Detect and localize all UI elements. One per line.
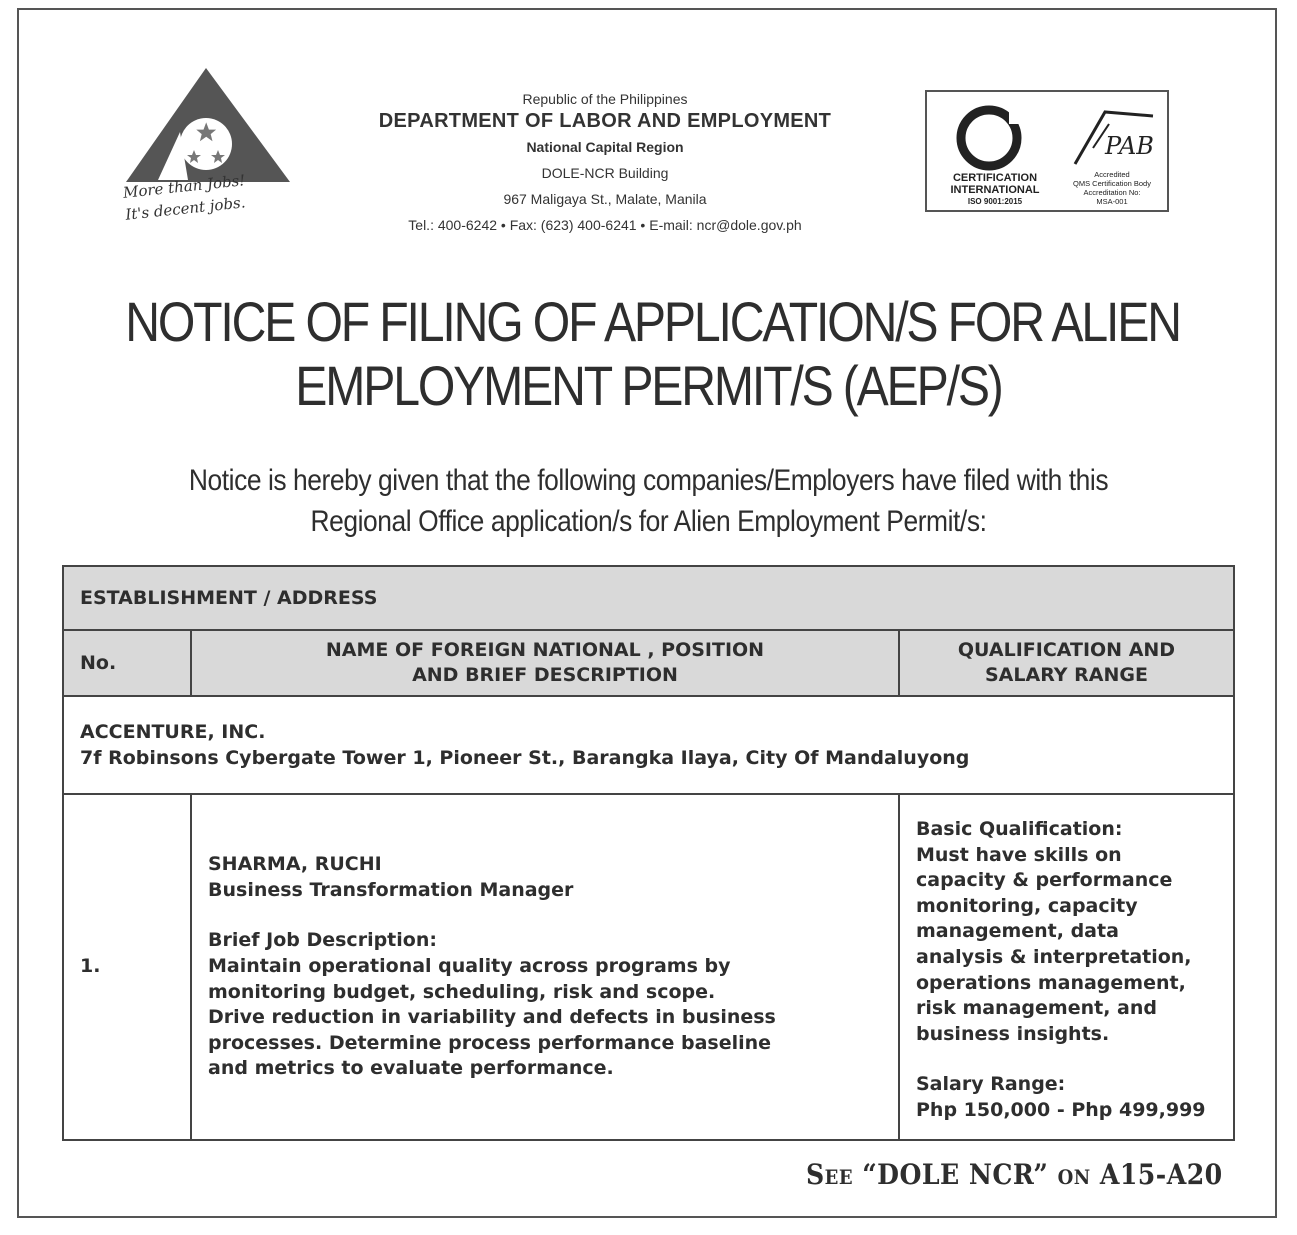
notice-title: NOTICE OF FILING OF APPLICATION/S FOR ALIEN EMPLOYMENT PERMIT/S (AEP/S) [125,290,1180,417]
certification-ring-icon [951,102,1027,172]
contact-line: Tel.: 400-6242 • Fax: (623) 400-6241 • E-mail: ncr@dole.gov.ph [408,217,802,233]
page-reference: See “DOLE NCR” on A15-A20 [806,1158,1223,1191]
table-row [63,794,1234,1140]
pab-mark: PAB [1105,132,1154,160]
logo-tagline: More than Jobs! It's decent jobs. [122,171,247,224]
salary-label: Salary Range: [916,1073,1066,1096]
position: Business Transformation Manager [208,878,574,901]
pab-accreditation-icon [1065,104,1161,170]
entry-details: SHARMA, RUCHI Business Transformation Manager Brief Job Description: Maintain operational quality across programs by monitoring budget, scheduling, risk and scope. Drive reduction in variability and defects in business processes. Determine process performance baseline and metrics to evaluate performance. [191,794,899,1140]
republic-line: Republic of the Philippines [522,91,688,107]
notice-intro: Notice is hereby given that the following companies/Employers have filed with this Regional Office application/s for Alien Employment Permit/s: [188,464,1109,538]
col-qual-header: QUALIFICATION AND SALARY RANGE [899,630,1234,696]
region-line: National Capital Region [526,139,684,155]
description-label: Brief Job Description: [208,929,437,952]
col-no-header: No. [63,630,191,696]
foreign-national-name: SHARMA, RUCHI [208,853,382,876]
entry-no: 1. [63,794,191,1140]
company-name: ACCENTURE, INC. [80,721,266,743]
agency-header [300,90,910,238]
company-address: 7f Robinsons Cybergate Tower 1, Pioneer St., Barangka Ilaya, City Of Mandaluyong [80,747,970,769]
qualification-label: Basic Qualification: [916,818,1123,840]
certification-name: CERTIFICATION INTERNATIONAL ISO 9001:2015 [950,172,1040,206]
pab-text: Accredited QMS Certification Body Accreditation No: MSA-001 [1073,170,1151,206]
entry-qualification: Basic Qualification: Must have skills on capacity & performance monitoring, capacity management, data analysis & interpretation, operations management, risk management, and business insights. Salary Range: Php 150,000 - Php 499,999 [899,794,1234,1140]
col-name-header: NAME OF FOREIGN NATIONAL , POSITION AND BRIEF DESCRIPTION [191,630,899,696]
department-name: DEPARTMENT OF LABOR AND EMPLOYMENT [378,110,832,132]
certification-box [925,90,1169,212]
company-row [63,696,1234,794]
establishment-header: ESTABLISHMENT / ADDRESS [63,566,1234,630]
building-line: DOLE-NCR Building [541,165,669,181]
aep-table [62,565,1235,1141]
address-line: 967 Maligaya St., Malate, Manila [503,191,707,207]
salary-range: Php 150,000 - Php 499,999 [916,1098,1206,1121]
